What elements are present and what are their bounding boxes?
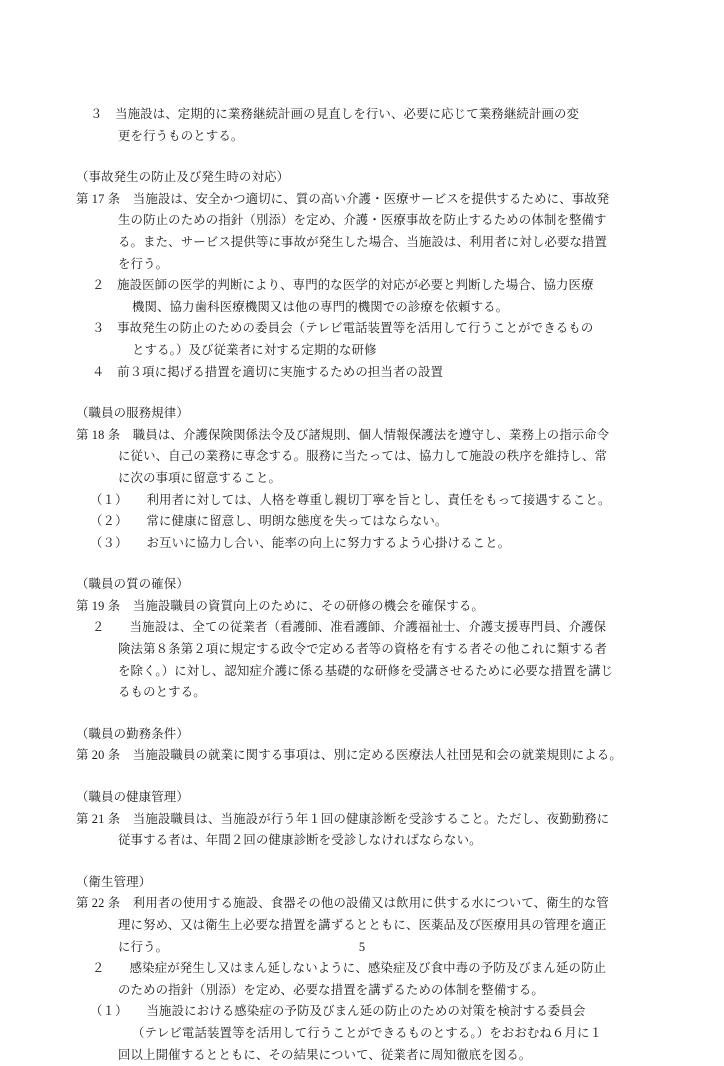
document-line: （テレビ電話装置等を活用して行うことができるものとする。）をおおむね６月に１ — [132, 1025, 603, 1040]
document-body — [76, 104, 650, 1066]
page-number: 5 — [358, 940, 366, 954]
paragraph-spacer — [76, 852, 650, 872]
document-line: る。また、サービス提供等に事故が発生した場合、当施設は、利用者に対し必要な措置 — [118, 234, 608, 249]
document-line: 険法第８条第２項に規定する政令で定める者等の資格を有する者その他これに類する者 — [118, 642, 608, 657]
document-line: ２ 当施設は、全ての従業者（看護師、准看護師、介護福祉士、介護支援専門員、介護保 — [92, 620, 607, 635]
document-line: 回以上開催するとともに、その結果について、従業者に周知徹底を図る。 — [118, 1047, 532, 1062]
document-line: （職員の健康管理） — [76, 790, 189, 805]
document-line: 理に努め、又は衛生上必要な措置を講ずるとともに、医薬品及び医療用具の管理を適正 — [118, 918, 607, 932]
document-line: に行う。 — [118, 939, 169, 954]
document-line: （事故発生の防止及び発生時の対応） — [76, 170, 290, 185]
paragraph-spacer — [76, 767, 650, 787]
document-line: ３ 当施設は、定期的に業務継続計画の見直しを行い、必要に応じて業務継続計画の変 — [90, 107, 580, 121]
document-line: ２ 施設医師の医学的判断により、専門的な医学的対応が必要と判断した場合、協力医療 — [92, 278, 594, 293]
document-line: 第 22 条 利用者の使用する施設、食器その他の設備又は飲用に供する水について、衛生的な管 — [76, 896, 609, 911]
document-line: （職員の服務規律） — [76, 406, 189, 421]
document-line: とする。）及び従業者に対する定期的な研修 — [132, 342, 377, 357]
document-line: 第 18 条 職員は、介護保険関係法令及び諸規則、個人情報保護法を遵守し、業務上の指示命令 — [76, 427, 610, 442]
document-line: に従い、自己の業務に専念する。服務に当たっては、協力して施設の秩序を維持し、常 — [118, 449, 608, 464]
paragraph-spacer — [76, 704, 650, 724]
paragraph-spacer — [76, 554, 650, 574]
document-line: のための指針（別添）を定め、必要な措置を講ずるための体制を整備する。 — [118, 982, 544, 997]
paragraph-spacer — [76, 383, 650, 403]
document-line: 第 21 条 当施設職員は、当施設が行う年１回の健康診断を受診すること。ただし、夜勤勤務に — [76, 811, 610, 826]
document-line: 第 19 条 当施設職員の資質向上のために、その研修の機会を確保する。 — [76, 598, 484, 613]
document-line: 第 17 条 当施設は、安全かつ適切に、質の高い介護・医療サービスを提供するために、事故発 — [76, 191, 610, 206]
document-line: （衛生管理） — [76, 874, 152, 889]
document-line: ２ 感染症が発生し又はまん延しないように、感染症及び食中毒の予防及びまん延の防止 — [92, 961, 607, 976]
document-line: 更を行うものとする。 — [118, 128, 244, 143]
document-line: （職員の勤務条件） — [76, 726, 189, 741]
paragraph-spacer — [76, 147, 650, 167]
document-line: るものとする。 — [118, 685, 206, 700]
document-line: 第 20 条 当施設職員の就業に関する事項は、別に定める医療法人社団晃和会の就業規則による。 — [76, 748, 622, 763]
document-line: （３） お互いに協力し合い、能率の向上に努力するよう心掛けること。 — [90, 535, 511, 550]
document-line: （２） 常に健康に留意し、明朗な態度を失ってはならない。 — [90, 514, 448, 529]
document-line: （１） 利用者に対しては、人格を尊重し親切丁寧を旨とし、責任をもって接遇すること。 — [90, 492, 611, 507]
document-line: ４ 前３項に掲げる措置を適切に実施するための担当者の設置 — [92, 364, 444, 379]
document-line: を行う。 — [118, 256, 169, 271]
document-line: （１） 当施設における感染症の予防及びまん延の防止のための対策を検討する委員会 — [90, 1004, 586, 1019]
document-line: 生の防止のための指針（別添）を定め、介護・医療事故を防止するための体制を整備す — [118, 213, 607, 228]
document-line: を除く。）に対し、認知症介護に係る基礎的な研修を受講させるために必要な措置を講じ — [118, 663, 614, 678]
document-line: 機関、協力歯科医療機関又は他の専門的機関での診療を依頼する。 — [132, 299, 509, 314]
document-line: 従事する者は、年間２回の健康診断を受診しなければならない。 — [118, 833, 482, 848]
document-line: （職員の質の確保） — [76, 577, 189, 592]
document-line: に次の事項に留意すること。 — [118, 470, 282, 485]
document-line: ３ 事故発生の防止のための委員会（テレビ電話装置等を活用して行うことができるもの — [92, 321, 594, 336]
